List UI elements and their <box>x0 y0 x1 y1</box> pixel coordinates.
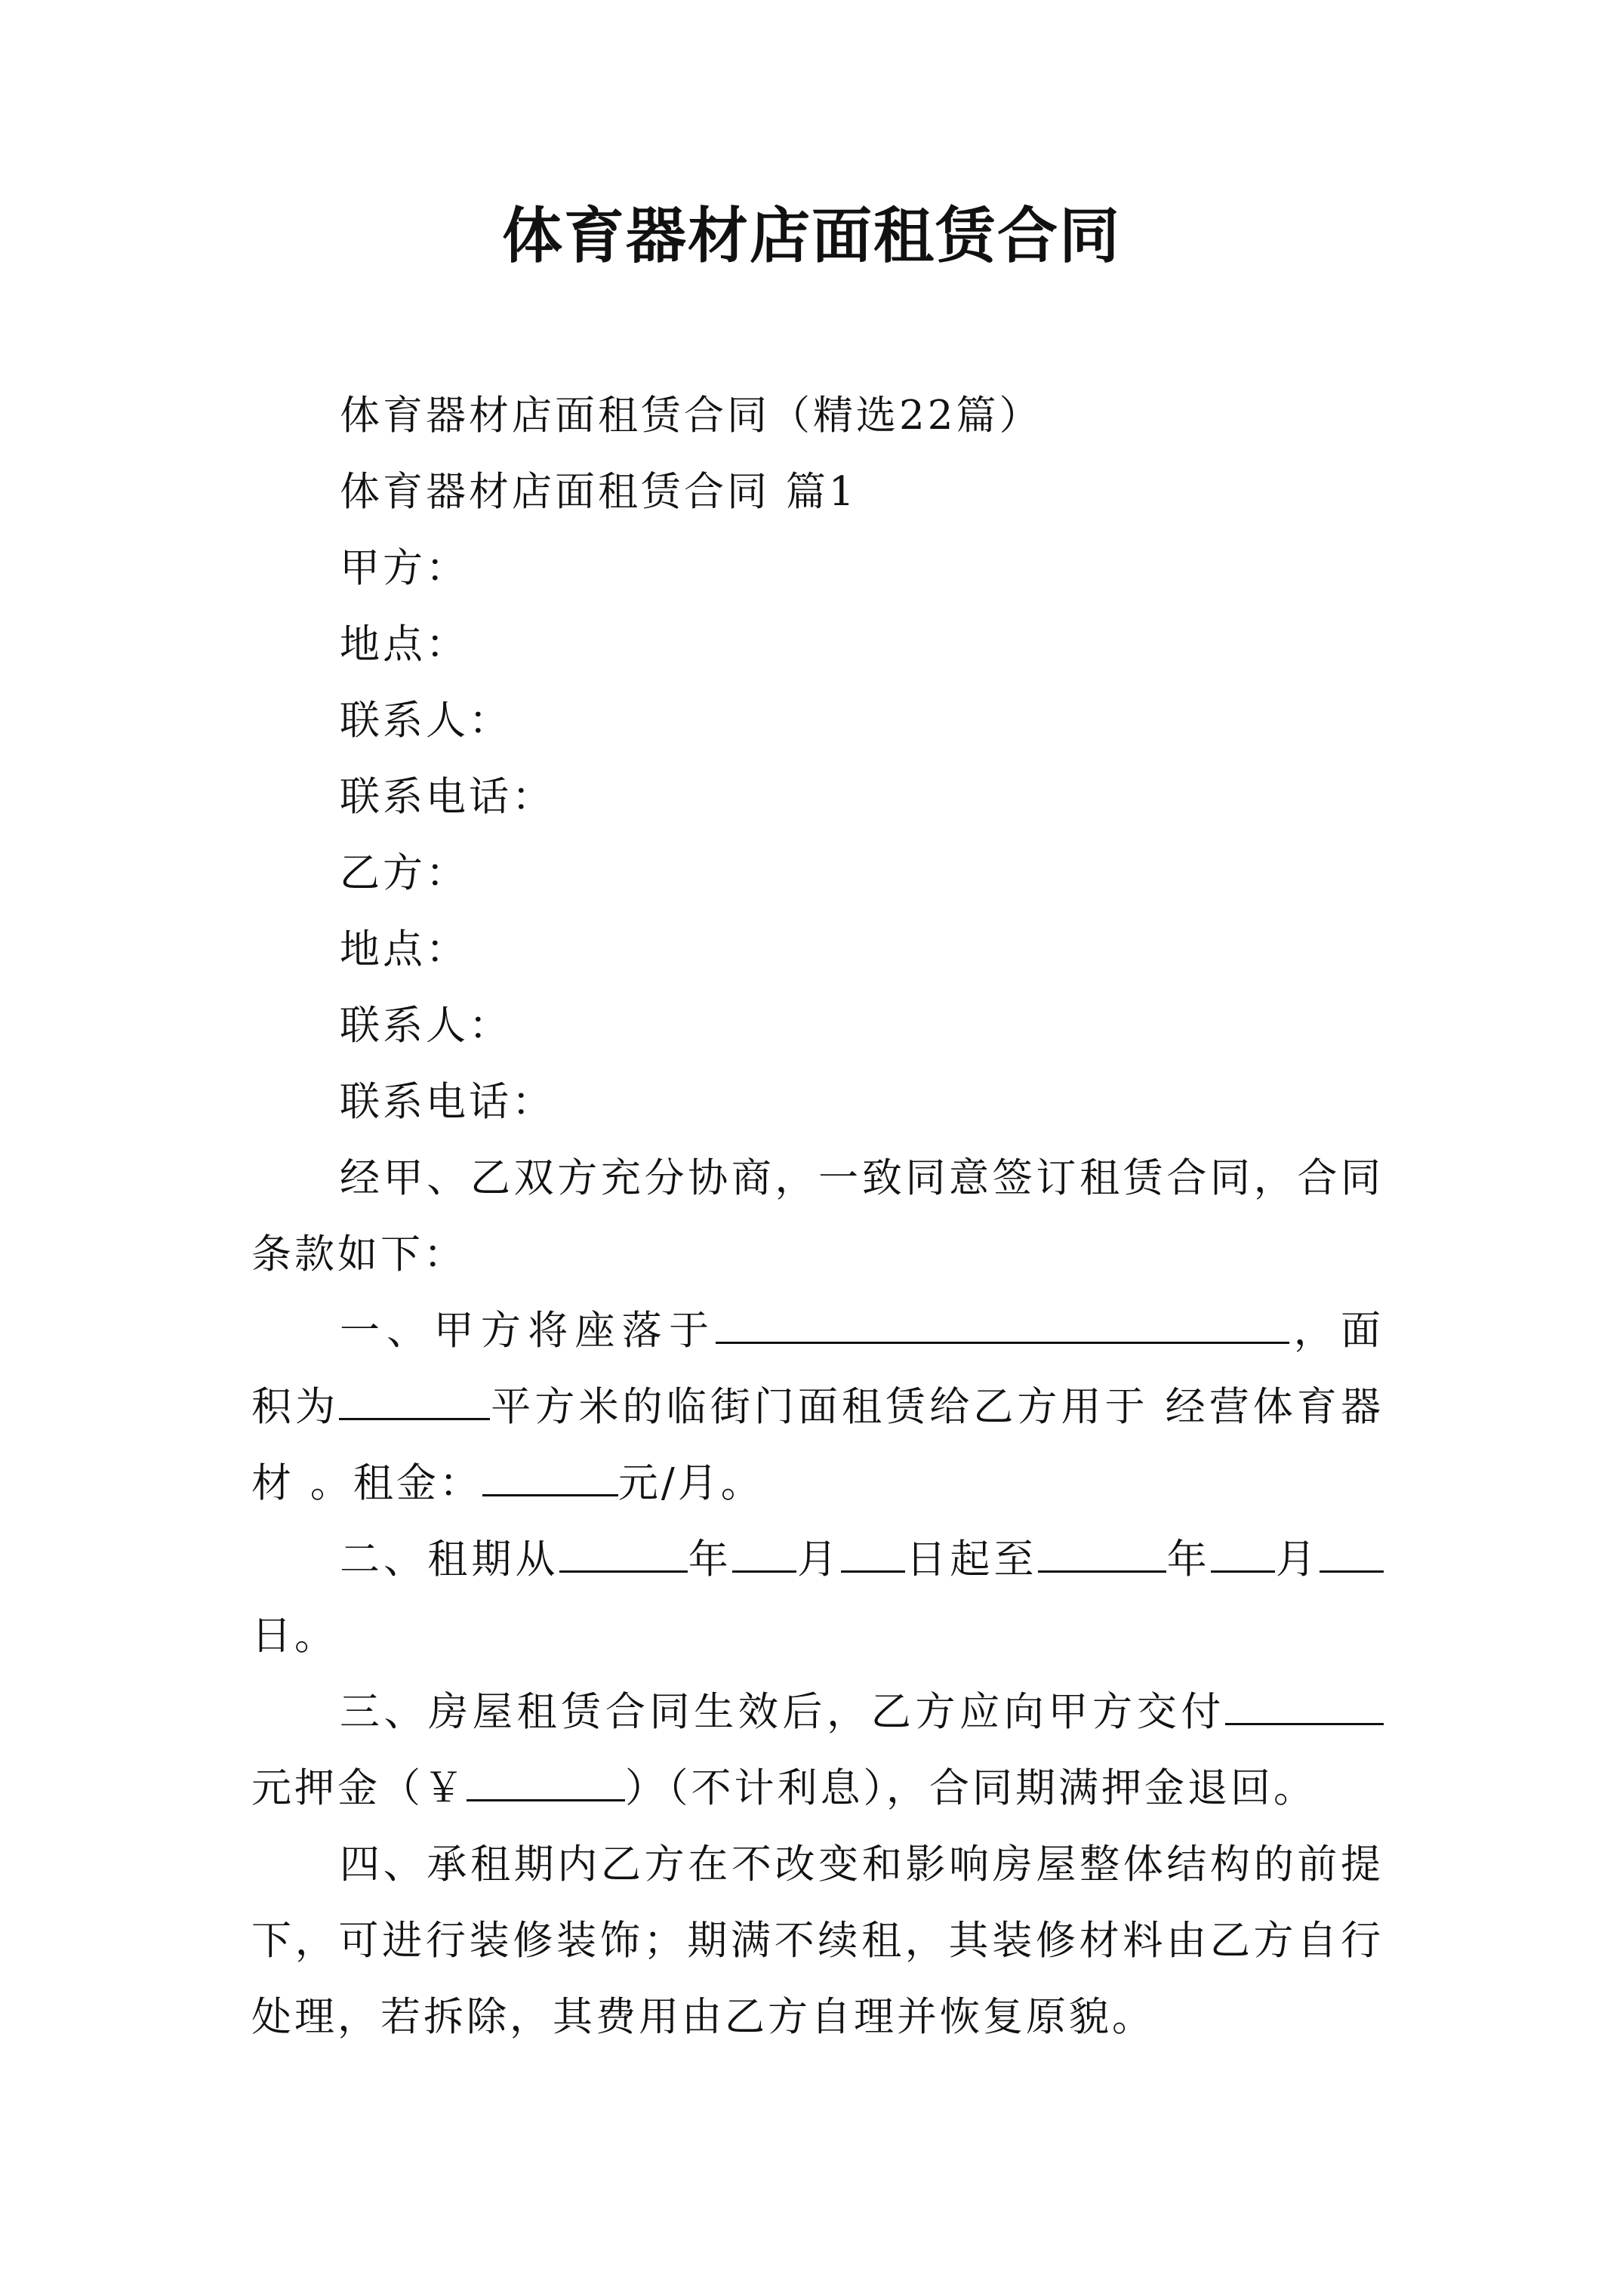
blank-start-month <box>732 1534 796 1573</box>
clause-1 <box>251 1293 1384 1521</box>
document-body <box>251 378 1384 2055</box>
clause-3 <box>251 1674 1384 1826</box>
clause-3-text-b: 元押金（￥ <box>251 1765 467 1811</box>
blank-rent <box>482 1458 618 1496</box>
section-heading: 体育器材店面租赁合同 篇1 <box>340 469 858 515</box>
blank-deposit <box>1225 1687 1384 1725</box>
clause-2-year2: 年 <box>1166 1536 1211 1583</box>
blank-end-month <box>1211 1534 1275 1573</box>
intro-paragraph: 经甲、乙双方充分协商，一致同意签订租赁合同，合同条款如下： <box>251 1155 1384 1277</box>
clause-3-text-c: ）（不计利息），合同期满押金退回。 <box>625 1765 1317 1811</box>
clause-1-text-c: 平方米的临街门面租赁给乙方用于 经营体育器材 。租金： <box>251 1384 1384 1506</box>
party-a-contact: 联系人： <box>340 698 512 744</box>
party-b-phone: 联系电话： <box>340 1079 555 1125</box>
clause-3-text-a: 三、房屋租赁合同生效后，乙方应向甲方交付 <box>340 1689 1225 1735</box>
party-a-label: 甲方： <box>340 545 469 591</box>
document-title: 体育器材店面租赁合同 <box>502 200 1121 271</box>
blank-end-year <box>1038 1534 1166 1573</box>
blank-start-year <box>559 1534 688 1573</box>
clause-1-text-a: 一、甲方将座落于 <box>340 1308 716 1354</box>
party-b-label: 乙方： <box>340 850 469 896</box>
blank-deposit-amount <box>467 1763 625 1801</box>
clause-2-day2: 日。 <box>251 1613 337 1659</box>
party-b-contact: 联系人： <box>340 1003 512 1049</box>
blank-end-day <box>1320 1534 1384 1573</box>
blank-start-day <box>841 1534 905 1573</box>
clause-2-day1: 日起至 <box>905 1536 1038 1583</box>
party-a-location: 地点： <box>340 621 469 667</box>
subtitle: 体育器材店面租赁合同（精选22篇） <box>340 393 1042 439</box>
blank-area <box>339 1382 490 1420</box>
clause-2-year1: 年 <box>687 1536 732 1583</box>
clause-2 <box>251 1521 1384 1674</box>
clause-1-text-d: 元/月。 <box>617 1460 764 1506</box>
clause-2-text-a: 二、租期从 <box>340 1536 559 1583</box>
clause-2-month1: 月 <box>796 1536 842 1583</box>
party-a-phone: 联系电话： <box>340 774 555 820</box>
clause-4: 四、承租期内乙方在不改变和影响房屋整体结构的前提下，可进行装修装饰；期满不续租，其装修材料由乙方自行处理，若拆除，其费用由乙方自理并恢复原貌。 <box>251 1841 1384 2040</box>
clause-1-text-b: ，面积为 <box>251 1308 1384 1430</box>
party-b-location: 地点： <box>340 926 469 972</box>
clause-2-month2: 月 <box>1274 1536 1320 1583</box>
blank-location <box>716 1305 1289 1344</box>
